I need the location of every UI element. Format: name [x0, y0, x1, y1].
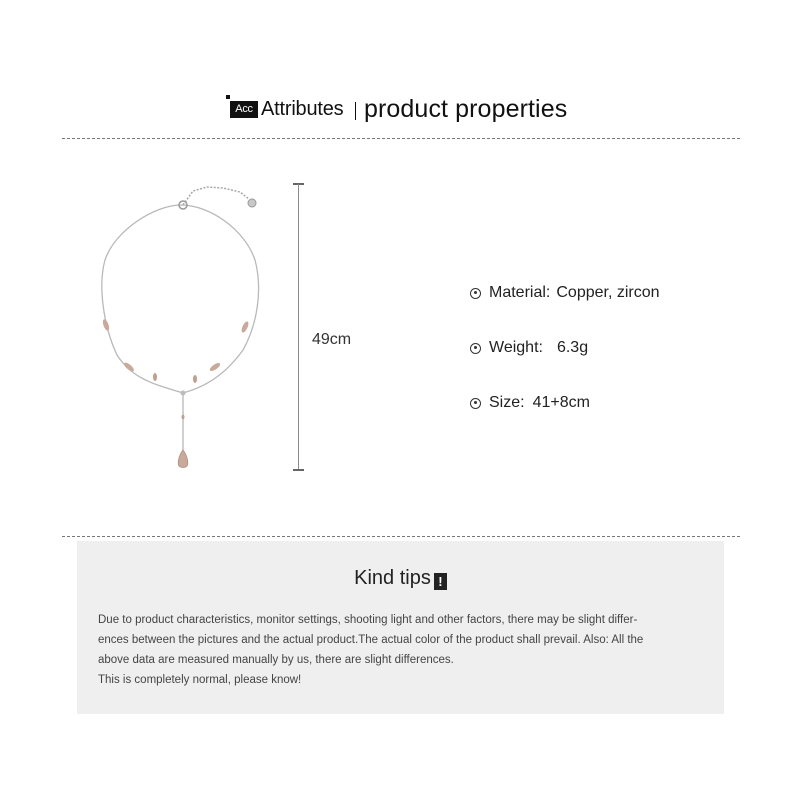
header-attributes-label: Attributes	[261, 98, 344, 120]
tips-line: Due to product characteristics, monitor settings, shooting light and other factors, there may be slight differ-	[98, 614, 638, 626]
property-label: Size:	[489, 394, 525, 411]
header-divider	[355, 102, 356, 120]
bullet-icon	[470, 398, 481, 409]
tips-line: above data are measured manually by us, there are slight differences.	[98, 654, 454, 666]
property-label: Weight:	[489, 339, 543, 356]
header-square-mark	[226, 95, 230, 99]
kind-tips-panel	[77, 541, 724, 714]
header-badge: Acc	[230, 101, 258, 118]
length-label: 49cm	[312, 331, 352, 348]
dashed-divider-top	[62, 138, 740, 139]
header-title: product properties	[364, 95, 568, 123]
property-value: Copper, zircon	[556, 284, 660, 301]
property-size	[470, 394, 590, 412]
property-value: 6.3g	[556, 339, 589, 356]
bullet-icon	[470, 288, 481, 299]
section-header	[0, 94, 800, 130]
bullet-icon	[470, 343, 481, 354]
measure-line	[298, 184, 299, 470]
property-label: Material:	[489, 284, 551, 301]
measure-cap-bottom	[293, 469, 304, 471]
kind-tips-text	[98, 610, 713, 690]
property-value: 41+8cm	[532, 394, 590, 411]
tips-line: This is completely normal, please know!	[98, 674, 302, 686]
dashed-divider-bottom	[62, 536, 740, 537]
property-material	[470, 284, 660, 302]
kind-tips-title: Kind tips	[354, 567, 431, 589]
tips-line: ences between the pictures and the actual product.The actual color of the product shall prevail. Also: All the	[98, 634, 644, 646]
necklace-image	[95, 175, 270, 475]
kind-tips-heading	[77, 567, 724, 590]
exclamation-icon: !	[434, 573, 447, 590]
property-weight	[470, 339, 588, 357]
